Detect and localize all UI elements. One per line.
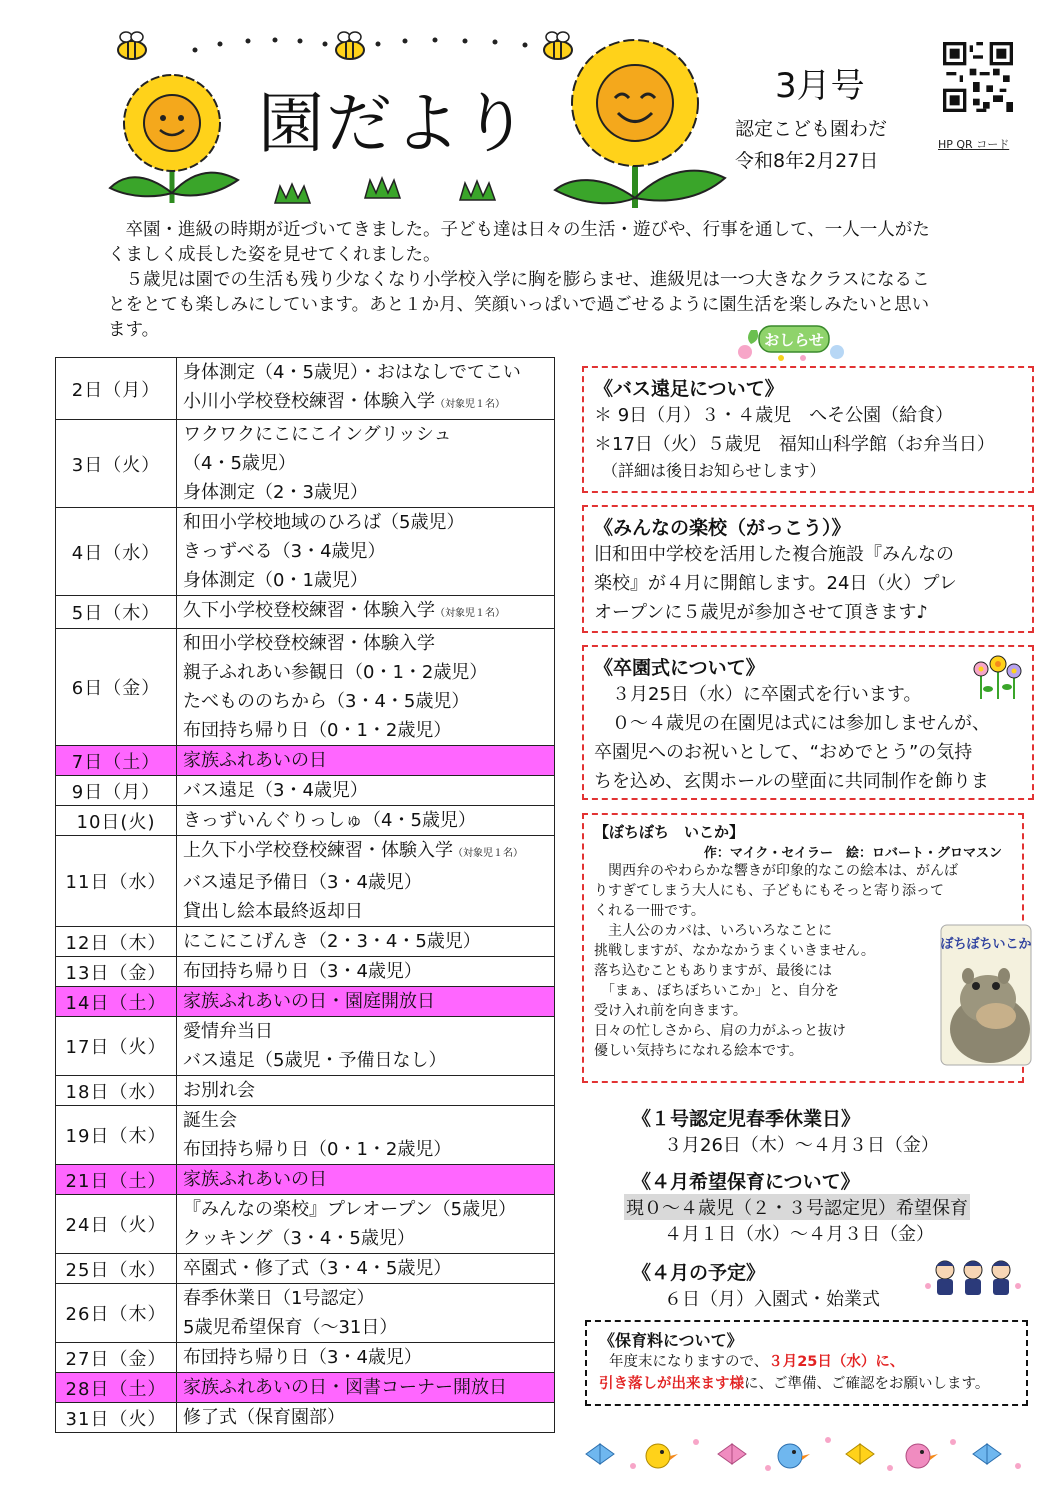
schedule-event-text: 布団持ち帰り日（0・1・2歳児） [183,720,452,741]
oshirase-notice-icon [733,322,848,364]
schedule-event [183,478,548,507]
schedule-event [183,927,548,956]
schedule-event-text: きっずべる（3・4歳児） [183,541,386,562]
schedule-event-text: 修了式（保育園部） [183,1407,345,1428]
fee-date-emphasis: ３月25日（水）に、 [768,1354,905,1370]
schedule-event-text: 5歳児希望保育（～31日） [183,1317,398,1338]
schedule-day: 10日(火) [56,806,177,836]
schedule-event [183,987,548,1016]
schedule-event [183,566,548,595]
book-line: 落ち込むこともありますが、最後には [594,963,832,979]
schedule-events [177,1106,555,1165]
schedule-event-text: 家族ふれあいの日・園庭開放日 [183,991,435,1012]
schedule-row [56,927,555,957]
schedule-event [183,1165,548,1194]
schedule-event [183,449,548,478]
schedule-event-text: 布団持ち帰り日（0・1・2歳児） [183,1139,452,1160]
schedule-events [177,836,555,927]
schedule-day: 4日（水） [56,508,177,596]
grass-icon [275,178,495,203]
book-cover-title: ぼちぼちいこか [940,937,1032,952]
schedule-events [177,1403,555,1433]
sunflower-left-icon [110,75,238,203]
schedule-event [183,537,548,566]
schedule-row [56,1403,555,1433]
schedule-event-text: 和田小学校登校練習・体験入学 [183,633,435,654]
schedule-event-text: 愛情弁当日 [183,1021,273,1042]
schedule-day: 27日（金） [56,1343,177,1373]
schedule-day: 2日（月） [56,358,177,420]
book-cover-hippo-image [940,924,1032,1066]
bee-icon [544,32,572,59]
schedule-event-note: （対象児１名） [435,608,505,619]
schedule-event [183,806,548,835]
schedule-event [183,776,548,805]
book-line: くれる一冊です。 [594,903,705,919]
schedule-events [177,420,555,508]
schedule-event-text: 久下小学校登校練習・体験入学 [183,600,435,621]
schedule-row [56,1076,555,1106]
schedule-event [183,596,548,628]
schedule-row [56,1343,555,1373]
schedule-event [183,658,548,687]
schedule-row [56,776,555,806]
schedule-row [56,420,555,508]
schedule-event-text: 貸出し絵本最終返却日 [183,901,363,922]
qr-code-label[interactable]: HP QR コード [938,138,1010,151]
graduation-notice [582,645,1034,800]
schedule-events [177,776,555,806]
schedule-event-text: 和田小学校地域のひろば（5歳児） [183,512,465,533]
schedule-events [177,358,555,420]
schedule-event [183,687,548,716]
schedule-events [177,927,555,957]
schedule-day: 6日（金） [56,629,177,746]
schedule-event [183,836,548,868]
schedule-day: 3日（火） [56,420,177,508]
children-illustration [923,1256,1023,1298]
schedule-row [56,746,555,776]
schedule-event-text: たべもののちから（3・4・5歳児） [183,691,470,712]
schedule-event-text: 身体測定（0・1歳児） [183,570,368,591]
schedule-events [177,1165,555,1195]
schedule-day: 25日（水） [56,1254,177,1284]
schedule-row [56,596,555,629]
spring-holiday-section [632,1104,939,1157]
fee-text: に、ご準備、ご確認をお願いします。 [744,1376,990,1392]
graduation-line: 卒園児へのお祝いとして、“おめでとう”の気持 [594,742,973,763]
graduation-line: ちを込め、玄関ホールの壁面に共同制作を飾りま [594,771,989,792]
school-name: 認定こども園わだ [735,118,888,140]
bus-trip-line: ＊ 9日（月）３・４歳児 へそ公園（給食） [594,405,954,426]
bee-icon [118,32,146,59]
schedule-row [56,1195,555,1254]
schedule-event-text: 家族ふれあいの日 [183,1169,327,1190]
fee-line-2 [599,1373,1014,1395]
schedule-event-text: 小川小学校登校練習・体験入学 [183,391,435,412]
schedule-events [177,1284,555,1343]
childcare-fee-notice [585,1320,1028,1406]
schedule-events [177,1254,555,1284]
gakkou-line: 旧和田中学校を活用した複合施設『みんなの [594,544,954,565]
ribbon-icon [718,1444,746,1464]
bus-trip-notice [582,366,1034,493]
schedule-events [177,957,555,987]
schedule-event [183,1284,548,1313]
bus-trip-line: （詳細は後日お知らせします） [594,461,826,480]
intro-line: ５歳児は園での生活も残り少なくなり小学校入学に胸を膨らませ、進級児は一つ大きなクラスになるこ [108,270,930,290]
schedule-row [56,629,555,746]
qr-code-icon[interactable] [943,42,1013,112]
schedule-events [177,596,555,629]
schedule-event [183,387,548,419]
schedule-event-text: 身体測定（2・3歳児） [183,482,368,503]
intro-line: くましく成長した姿を見せてくれました。 [108,245,441,265]
schedule-day: 28日（土） [56,1373,177,1403]
ribbon-icon [586,1444,614,1464]
schedule-events [177,806,555,836]
schedule-event-text: バス遠足（3・4歳児） [183,780,368,801]
book-line: 日々の忙しさから、肩の力がふっと抜け [594,1023,846,1039]
schedule-row [56,836,555,927]
march-schedule-table [55,357,555,1433]
book-title: 【ぼちぼち いこか】 [594,823,745,841]
gakkou-line: オープンに５歳児が参加させて頂きます♪ [594,602,928,623]
spring-holiday-title: 《１号認定児春季休業日》 [632,1108,861,1130]
schedule-day: 31日（火） [56,1403,177,1433]
schedule-day: 21日（土） [56,1165,177,1195]
fee-withdrawal-emphasis: 引き落しが出来ます様 [599,1376,744,1392]
schedule-event [183,716,548,745]
book-line: 受け入れ前を向きます。 [594,1003,747,1019]
schedule-row [56,957,555,987]
schedule-day: 18日（水） [56,1076,177,1106]
book-line: りすぎてしまう大人にも、子どもにもそっと寄り添って [594,883,944,899]
april-care-target: 現０～４歳児（２・３号認定児）希望保育 [624,1194,970,1220]
schedule-event-text: 布団持ち帰り日（3・4歳児） [183,1347,422,1368]
fee-text: 年度末になりますので、 [609,1354,769,1370]
schedule-day: 17日（火） [56,1017,177,1076]
schedule-day: 11日（水） [56,836,177,927]
schedule-event [183,1076,548,1105]
schedule-event [183,868,548,897]
schedule-day: 5日（木） [56,596,177,629]
schedule-day: 12日（木） [56,927,177,957]
schedule-event [183,1106,548,1135]
schedule-event [183,1195,548,1224]
sunflower-right-icon [555,40,725,208]
schedule-event [183,1046,548,1075]
graduation-line: ３月25日（水）に卒園式を行います。 [594,684,922,705]
flower-illustration-icon [966,653,1026,701]
minna-no-gakkou-notice [582,505,1034,633]
schedule-event-text: お別れ会 [183,1080,255,1101]
schedule-event [183,420,548,449]
schedule-events [177,629,555,746]
fee-title: 《保育料について》 [599,1331,743,1350]
schedule-day: 24日（火） [56,1195,177,1254]
newsletter-title: 園だより [258,85,530,162]
footer-ribbon-bird-decoration [578,1432,1028,1476]
schedule-event [183,1313,548,1342]
april-care-section [626,1167,970,1246]
april-plan-line: ６日（月）入園式・始業式 [664,1289,880,1310]
issue-number: 3月号 [775,66,865,106]
publish-date: 令和8年2月27日 [735,150,879,172]
schedule-event-text: 上久下小学校登校練習・体験入学 [183,840,453,861]
schedule-event-text: ワクワクにこにこイングリッシュ [183,424,452,445]
schedule-row [56,1165,555,1195]
schedule-row [56,508,555,596]
april-plan-section [632,1258,880,1311]
schedule-event [183,358,548,387]
bus-trip-line: ＊17日（火）５歳児 福知山科学館（お弁当日） [594,434,995,455]
oshirase-label: おしらせ [764,331,824,349]
april-care-title: 《４月希望保育について》 [632,1171,860,1193]
schedule-event-text: バス遠足（5歳児・予備日なし） [183,1050,447,1071]
fee-line-1 [599,1351,1014,1373]
schedule-events [177,1343,555,1373]
schedule-events [177,1017,555,1076]
schedule-event-text: 布団持ち帰り日（3・4歳児） [183,961,422,982]
gakkou-title: 《みんなの楽校（がっこう）》 [594,517,851,539]
bird-icon [646,1444,678,1468]
intro-line: ます。 [108,320,160,340]
schedule-event-note: （対象児１名） [453,848,523,859]
schedule-event-text: きっずいんぐりっしゅ（4・5歳児） [183,810,476,831]
april-plan-title: 《４月の予定》 [632,1262,766,1284]
schedule-event-text: にこにこげんき（2・3・4・5歳児） [183,931,481,952]
gakkou-line: 楽校』が４月に開館します。24日（火）プレ [594,573,957,594]
ribbon-icon [973,1444,1001,1464]
schedule-event [183,1224,548,1253]
spring-holiday-dates: ３月26日（木）～４月３日（金） [664,1135,939,1156]
schedule-event-text: バス遠足予備日（3・4歳児） [183,872,422,893]
schedule-event-text: 『みんなの楽校』プレオープン（5歳児） [183,1199,517,1220]
schedule-event-text: クッキング（3・4・5歳児） [183,1228,415,1249]
schedule-day: 7日（土） [56,746,177,776]
schedule-event [183,897,548,926]
schedule-day: 9日（月） [56,776,177,806]
bee-icon [336,32,364,59]
schedule-event [183,1343,548,1372]
book-line: 関西弁のやわらかな響きが印象的なこの絵本は、がんば [594,863,958,879]
schedule-row [56,806,555,836]
schedule-events [177,1076,555,1106]
schedule-events [177,1195,555,1254]
book-line: 優しい気持ちになれる絵本です。 [594,1043,803,1059]
intro-line: とをとても楽しみにしています。あと１か月、笑顔いっぱいで過ごせるように園生活を楽しみたいと思い [108,295,930,315]
schedule-event [183,957,548,986]
schedule-day: 26日（木） [56,1284,177,1343]
book-line: 挑戦しますが、なかなかうまくいきません。 [594,943,875,959]
schedule-event [183,1403,548,1432]
schedule-row [56,1284,555,1343]
graduation-title: 《卒園式について》 [594,657,765,679]
schedule-event-text: （4・5歳児） [183,453,296,474]
schedule-event [183,508,548,537]
schedule-event-text: 誕生会 [183,1110,237,1131]
schedule-events [177,987,555,1017]
schedule-day: 19日（木） [56,1106,177,1165]
schedule-events [177,746,555,776]
bus-trip-title: 《バス遠足について》 [594,378,784,400]
schedule-event-note: （対象児１名） [435,399,505,410]
schedule-day: 13日（金） [56,957,177,987]
schedule-event-text: 家族ふれあいの日・図書コーナー開放日 [183,1377,507,1398]
schedule-row [56,1106,555,1165]
schedule-row [56,1017,555,1076]
schedule-row [56,1373,555,1403]
schedule-events [177,1373,555,1403]
schedule-day: 14日（土） [56,987,177,1017]
schedule-event-text: 春季休業日（1号認定） [183,1288,375,1309]
schedule-event-text: 身体測定（4・5歳児）・おはなしでてこい [183,362,521,383]
schedule-event-text: 家族ふれあいの日 [183,750,327,771]
intro-paragraph [108,218,988,343]
schedule-event-text: 親子ふれあい参観日（0・1・2歳児） [183,662,488,683]
schedule-row [56,987,555,1017]
schedule-event [183,1017,548,1046]
schedule-event [183,746,548,775]
schedule-row [56,358,555,420]
book-line: 主人公のカバは、いろいろなことに [594,923,832,939]
schedule-event [183,1373,548,1402]
intro-line: 卒園・進級の時期が近づいてきました。子ども達は日々の生活・遊びや、行事を通して、一人一人がた [108,220,930,240]
schedule-event [183,1254,548,1283]
graduation-line: ０～４歳児の在園児は式には参加しませんが、 [594,713,990,734]
bird-icon [778,1444,810,1468]
ribbon-icon [846,1444,874,1464]
schedule-event [183,629,548,658]
bird-icon [906,1444,938,1468]
schedule-events [177,508,555,596]
april-care-dates: ４月１日（水）～４月３日（金） [664,1224,934,1245]
schedule-row [56,1254,555,1284]
schedule-event [183,1135,548,1164]
book-line: 「まぁ、ぼちぼちいこか」と、自分を [594,983,839,999]
schedule-event-text: 卒園式・修了式（3・4・5歳児） [183,1258,452,1279]
book-credit: 作：マイク・セイラー 絵：ロバート・グロマスン [703,846,1002,861]
